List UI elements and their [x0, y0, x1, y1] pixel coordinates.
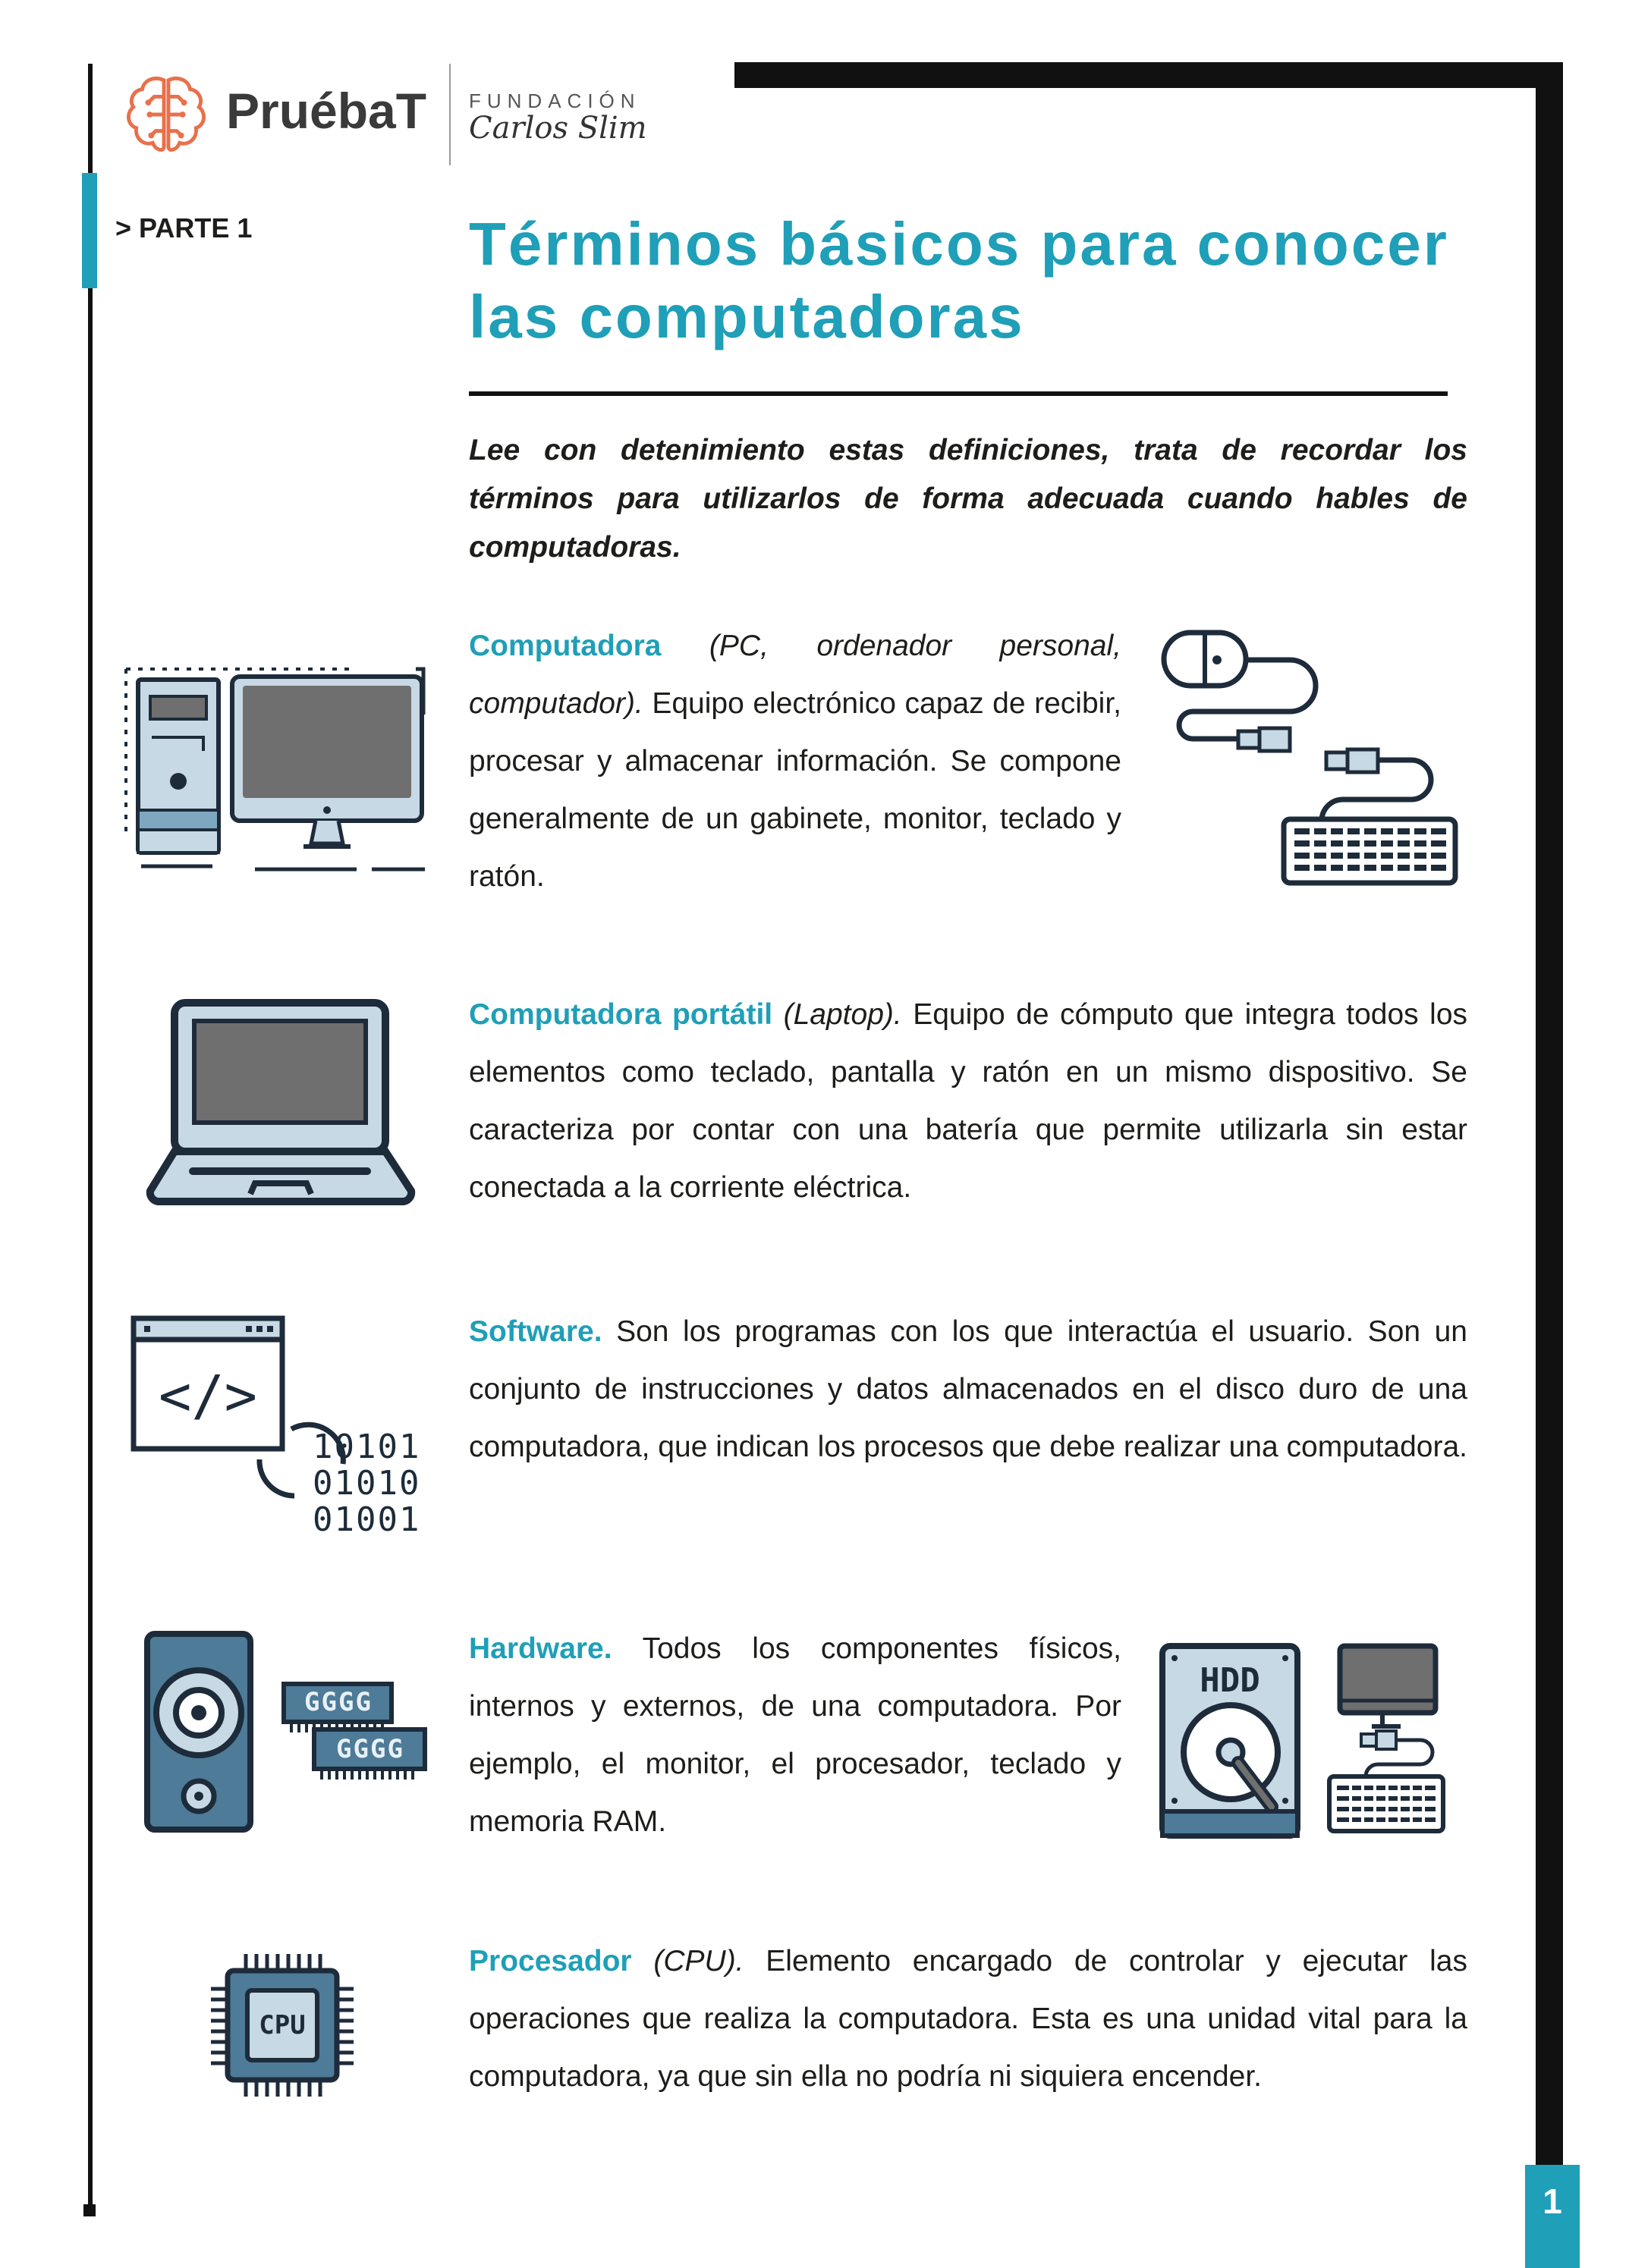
page-number: 1	[1525, 2165, 1580, 2268]
hdd-computer-icon	[1158, 1641, 1461, 1840]
section-label: > PARTE 1	[115, 212, 253, 243]
term-definition: Todos los componentes físicos, internos y externos, de una computadora. Por ejemplo, el monitor, el procesador, teclado y memoria RAM.	[469, 1632, 1121, 1838]
brand-name: PruébaT	[226, 83, 427, 139]
foundation-label: FUNDACIÓN	[469, 90, 641, 112]
page-title: Términos básicos para conocer las computadoras	[469, 210, 1449, 350]
hdd-label: HDD	[1200, 1661, 1260, 1700]
mouse-keyboard-icon	[1153, 625, 1464, 891]
definition-hardware	[469, 1620, 1121, 1851]
software-icon	[131, 1315, 419, 1543]
code-symbol: </>	[158, 1364, 258, 1428]
term-label: Software.	[469, 1315, 602, 1348]
intro-text: Lee con detenimiento estas definiciones, trata de recordar los términos para utilizarlos de forma adecuada cuando hables de computadoras.	[469, 434, 1467, 564]
ram-chip-label: GGGG	[336, 1734, 404, 1764]
term-definition: Equipo electrónico capaz de recibir, procesar y almacenar información. Se compone generalmente de un gabinete, monitor, teclado y ratón.	[469, 687, 1121, 893]
definition-software	[469, 1303, 1467, 1476]
section-accent	[82, 173, 97, 288]
left-border-line	[88, 64, 93, 2210]
term-definition: Son los programas con los que interactúa el usuario. Son un conjunto de instrucciones y datos almacenados en el disco duro de una computadora, que indican los procesos que debe realizar una computadora.	[469, 1315, 1468, 1463]
foundation-name: Carlos Slim	[469, 111, 647, 146]
ram-chip-label: GGGG	[304, 1687, 373, 1717]
term-label: Procesador	[469, 1945, 632, 1977]
speaker-ram-icon	[143, 1631, 431, 1836]
binary-digits	[313, 1429, 420, 1538]
cpu-label: CPU	[259, 2010, 306, 2040]
term-alias: (PC, ordenador personal, computador).	[469, 630, 1121, 720]
binary-row: 10101	[313, 1428, 421, 1466]
definition-computadora	[469, 617, 1121, 906]
term-label: Hardware.	[469, 1632, 612, 1665]
binary-row: 01010	[313, 1464, 421, 1503]
term-definition: Equipo de cómputo que integra todos los elementos como teclado, pantalla y ratón en un mismo dispositivo. Se caracteriza por contar con una batería que permite utilizarla sin estar conectada a la corriente eléctrica.	[469, 998, 1468, 1204]
term-alias: (CPU).	[653, 1945, 744, 1977]
definition-procesador	[469, 1933, 1467, 2106]
brain-logo-icon	[121, 70, 211, 159]
definition-laptop	[469, 986, 1467, 1217]
term-label: Computadora portátil	[469, 998, 773, 1031]
term-label: Computadora	[469, 630, 662, 662]
title-rule	[469, 391, 1448, 396]
desktop-computer-icon	[121, 661, 432, 881]
cpu-chip-icon	[206, 1949, 358, 2101]
term-definition: Elemento encargado de controlar y ejecutar las operaciones que realiza la computadora. Esta es una unidad vital para la computadora, ya que sin ella no podría ni siquiera encender.	[469, 1945, 1467, 2093]
binary-row: 01001	[313, 1500, 421, 1539]
header-divider	[449, 64, 451, 165]
laptop-icon	[144, 995, 417, 1209]
right-border-bar	[1536, 62, 1563, 2171]
top-border-bar	[734, 62, 1563, 88]
left-border-end	[83, 2204, 96, 2216]
term-alias: (Laptop).	[783, 998, 902, 1031]
